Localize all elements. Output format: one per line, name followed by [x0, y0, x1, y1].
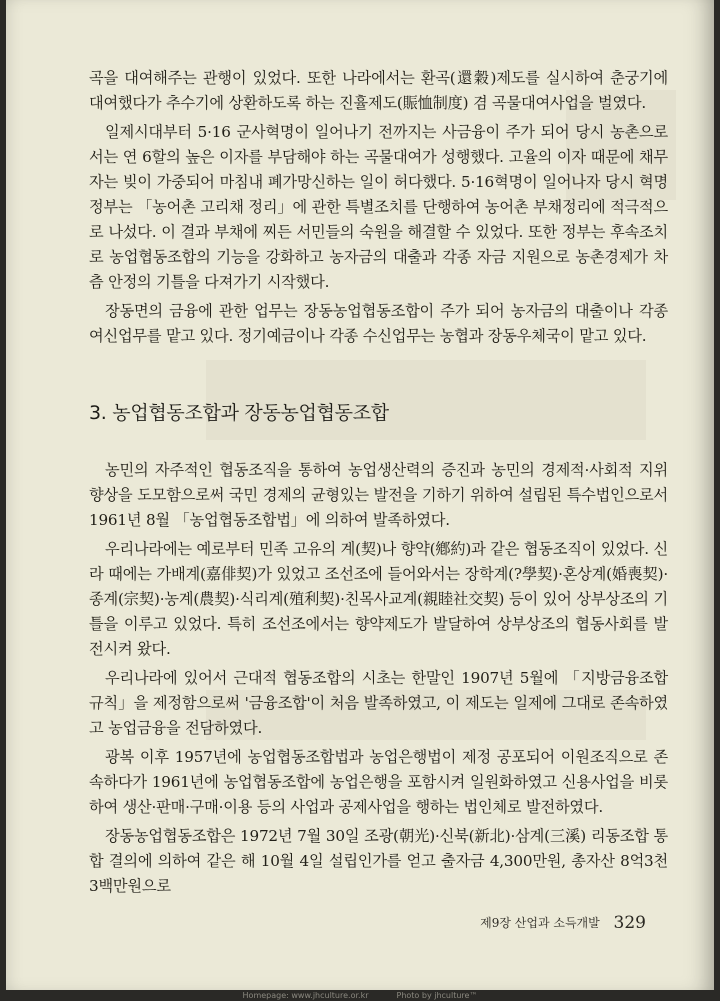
paragraph: 광복 이후 1957년에 농업협동조합법과 농업은행법이 제정 공포되어 이원조직으로 존속하다가 1961년에 농업협동조합에 농업은행을 포함시켜 일원화하였고 신용사업을 비롯하여 생산·판매·구매·이용 등의 사업과 공제사업을 행하는 법인체로 발전하였다. — [89, 748, 668, 816]
body-text-bottom — [89, 458, 668, 903]
paragraph: 장동면의 금융에 관한 업무는 장동농업협동조합이 주가 되어 농자금의 대출이나 각종 여신업무를 맡고 있다. 정기예금이나 각종 수신업무는 농협과 장동우체국이 맡고 있다. — [89, 302, 668, 345]
paragraph: 우리나라에는 예로부터 민족 고유의 계(契)나 향약(鄕約)과 같은 협동조직이 있었다. 신라 때에는 가배계(嘉俳契)가 있었고 조선조에 들어와서는 장학계(?學契)·혼상계(婚喪契)·종계(宗契)·농계(農契)·식리계(殖利契)·친목사교계(親睦社交契) 등이 있어 상부상조의 기틀을 이루고 있었다. 특히 조선조에서는 향약제도가 발달하여 상부상조의 협동사회를 발전시켜 왔다. — [89, 540, 668, 658]
paragraph: 농민의 자주적인 협동조직을 통하여 농업생산력의 증진과 농민의 경제적·사회적 지위 향상을 도모함으로써 국민 경제의 균형있는 발전을 기하기 위하여 설립된 특수법인으로서 1961년 8월 「농업협동조합법」에 의하여 발족하였다. — [89, 461, 668, 529]
page-number: 329 — [613, 913, 646, 933]
paragraph: 곡을 대여해주는 관행이 있었다. 또한 나라에서는 환곡(還穀)제도를 실시하여 춘궁기에 대여했다가 추수기에 상환하도록 하는 진휼제도(賑恤制度) 겸 곡물대여사업을 벌였다. — [89, 69, 668, 112]
paragraph: 일제시대부터 5·16 군사혁명이 일어나기 전까지는 사금융이 주가 되어 당시 농촌으로서는 연 6할의 높은 이자를 부담해야 하는 곡물대여가 성행했다. 고율의 이자 때문에 채무자는 빚이 가중되어 마침내 폐가망신하는 일이 허다했다. 5·16혁명이 일어나자 당시 혁명정부는 「농어촌 고리채 정리」에 관한 특별조치를 단행하여 농어촌 부채정리에 적극적으로 나섰다. 이 결과 부채에 찌든 서민들의 숙원을 해결할 수 있었다. 또한 정부는 후속조치로 농업협동조합의 기능을 강화하고 농자금의 대출과 각종 자금 지원으로 농촌경제가 차츰 안정의 기틀을 다져가기 시작했다. — [89, 123, 668, 291]
chapter-title: 제9장 산업과 소득개발 — [480, 916, 600, 930]
watermark-homepage: Homepage: www.jhculture.or.kr — [242, 991, 369, 1000]
watermark-photo-credit: Photo by jhculture™ — [396, 991, 478, 1000]
page-footer — [480, 913, 646, 933]
section-heading: 3. 농업협동조합과 장동농업협동조합 — [89, 402, 389, 424]
body-text-top — [89, 66, 668, 353]
book-page — [6, 0, 714, 990]
photo-watermark — [0, 990, 720, 1001]
paragraph: 장동농업협동조합은 1972년 7월 30일 조광(朝光)·신북(新北)·삼계(三溪) 리동조합 통합 결의에 의하여 같은 해 10월 4일 설립인가를 얻고 출자금 4,300만원, 총자산 8억3천3백만원으로 — [89, 827, 668, 895]
paragraph: 우리나라에 있어서 근대적 협동조합의 시초는 한말인 1907년 5월에 「지방금융조합 규칙」을 제정함으로써 '금융조합'이 처음 발족하였고, 이 제도는 일제에 그대로 존속하였고 농업금융을 전담하였다. — [89, 669, 668, 737]
